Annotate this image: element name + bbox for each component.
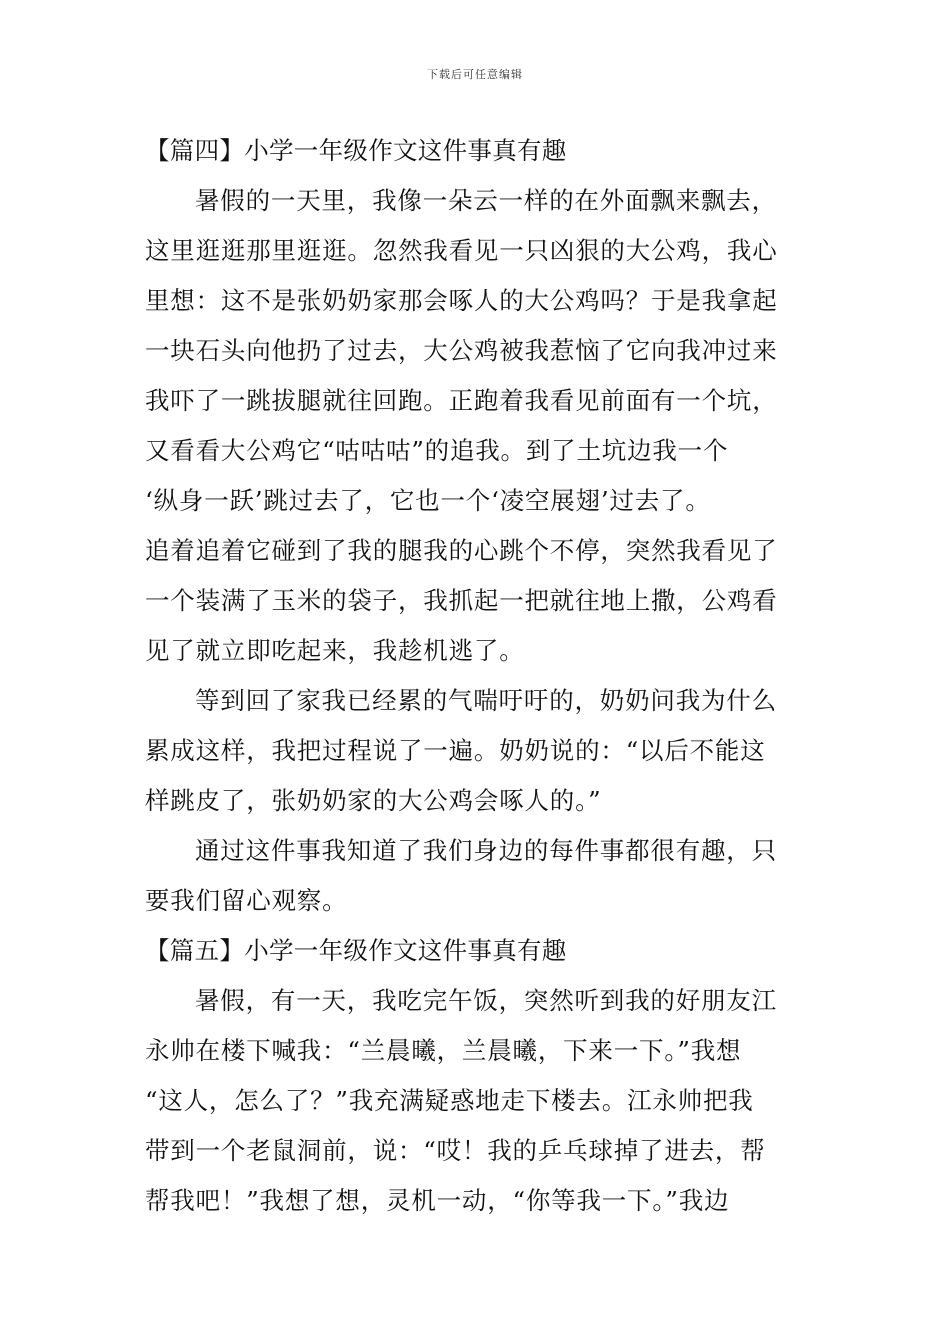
text-line: 累成这样，我把过程说了一遍。奶奶说的：“以后不能这 <box>145 736 766 765</box>
text-line: 里想：这不是张奶奶家那会啄人的大公鸡吗？于是我拿起 <box>145 286 778 315</box>
text-line: 样跳皮了，张奶奶家的大公鸡会啄人的。” <box>145 786 602 815</box>
text-line: 一块石头向他扔了过去，大公鸡被我惹恼了它向我冲过来 <box>145 336 778 365</box>
text-line: 这里逛逛那里逛逛。忽然我看见一只凶狠的大公鸡，我心 <box>145 236 778 265</box>
text-line: 永帅在楼下喊我：“兰晨曦，兰晨曦，下来一下。”我想 <box>145 1036 742 1065</box>
document-body <box>145 126 805 1226</box>
text-line: ‘纵身一跃’跳过去了，它也一个‘凌空展翅’过去了。 <box>145 486 711 515</box>
text-line: 帮我吧！”我想了想，灵机一动，“你等我一下。”我边 <box>145 1186 730 1215</box>
text-line: “这人，怎么了？”我充满疑惑地走下楼去。江永帅把我 <box>145 1086 754 1115</box>
text-line: 又看看大公鸡它“咕咕咕”的追我。到了土坑边我一个 <box>145 436 729 465</box>
text-line: 暑假的一天里，我像一朵云一样的在外面飘来飘去， <box>195 186 777 215</box>
text-line: 通过这件事我知道了我们身边的每件事都很有趣，只 <box>195 836 777 865</box>
text-line: 等到回了家我已经累的气喘吁吁的，奶奶问我为什么 <box>195 686 777 715</box>
text-line: 我吓了一跳拔腿就往回跑。正跑着我看见前面有一个坑， <box>145 386 778 415</box>
text-line: 带到一个老鼠洞前，说：“哎！我的乒乓球掉了进去，帮 <box>145 1136 766 1165</box>
section-heading-5: 【篇五】小学一年级作文这件事真有趣 <box>145 936 567 965</box>
text-line: 暑假，有一天，我吃完午饭，突然听到我的好朋友江 <box>195 986 777 1015</box>
text-line: 要我们留心观察。 <box>145 886 348 915</box>
section-heading-4: 【篇四】小学一年级作文这件事真有趣 <box>145 136 567 165</box>
text-line: 追着追着它碰到了我的腿我的心跳个不停，突然我看见了 <box>145 536 778 565</box>
text-line: 一个装满了玉米的袋子，我抓起一把就往地上撒，公鸡看 <box>145 586 778 615</box>
text-line: 见了就立即吃起来，我趁机逃了。 <box>145 636 525 665</box>
header-note: 下载后可任意编辑 <box>427 68 523 81</box>
